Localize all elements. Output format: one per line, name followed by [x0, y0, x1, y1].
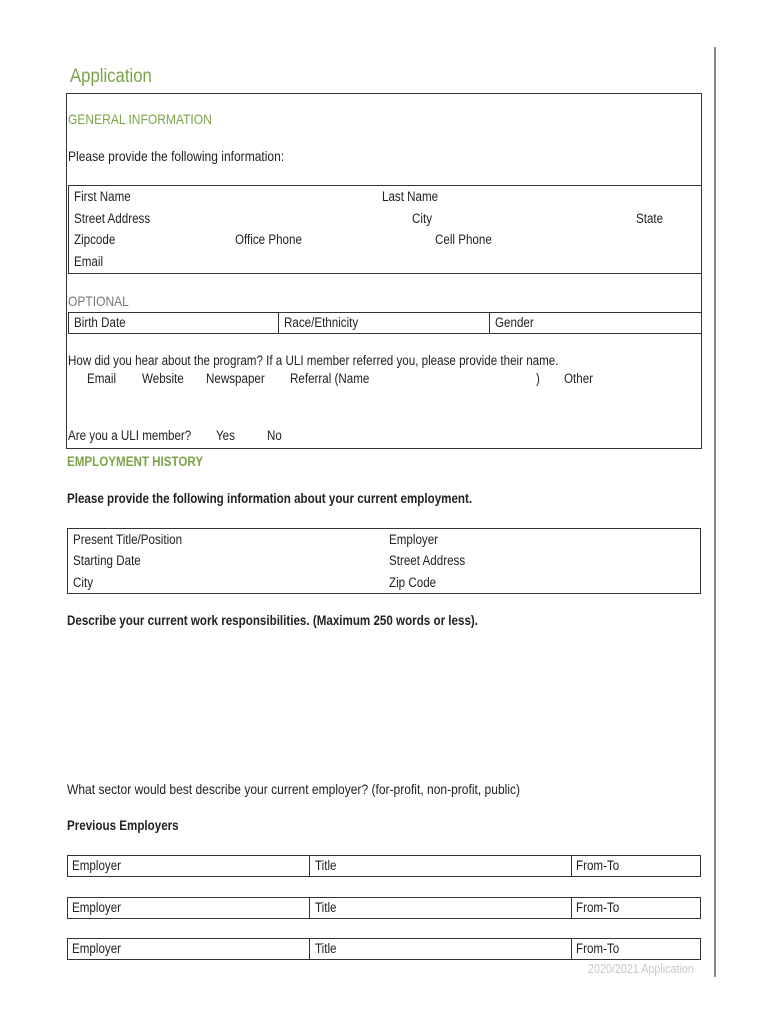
previous-title-field[interactable]: Title — [315, 858, 337, 873]
page-footer: 2020/2021 Application — [588, 962, 694, 976]
last-name-field[interactable]: Last Name — [382, 189, 439, 204]
office-phone-field[interactable]: Office Phone — [235, 232, 302, 247]
previous-employer-field[interactable]: Employer — [72, 858, 122, 873]
previous-from-to-field[interactable]: From-To — [576, 858, 620, 873]
optional-divider-1 — [278, 312, 279, 334]
first-name-field[interactable]: First Name — [74, 189, 131, 204]
state-field[interactable]: State — [636, 211, 664, 226]
sector-question: What sector would best describe your current employer? (for-profit, non-profit, public) — [67, 781, 521, 797]
page-title: Application — [70, 66, 152, 87]
general-info-prompt: Please provide the following information: — [68, 148, 285, 164]
employer-field[interactable]: Employer — [389, 532, 439, 547]
previous-from-to-field[interactable]: From-To — [576, 900, 620, 915]
employer-zip-code-field[interactable]: Zip Code — [389, 575, 437, 590]
employer-street-address-field[interactable]: Street Address — [389, 553, 466, 568]
starting-date-field[interactable]: Starting Date — [73, 553, 141, 568]
previous-employers-heading: Previous Employers — [67, 818, 179, 833]
gender-field[interactable]: Gender — [495, 315, 534, 330]
employer-city-field[interactable]: City — [73, 575, 93, 590]
employment-heading: EMPLOYMENT HISTORY — [67, 454, 204, 469]
cell-phone-field[interactable]: Cell Phone — [435, 232, 492, 247]
option-referral-close: ) — [536, 371, 540, 386]
option-referral[interactable]: Referral (Name — [290, 371, 370, 386]
optional-fields-box — [68, 312, 702, 334]
option-newspaper[interactable]: Newspaper — [206, 371, 265, 386]
general-info-heading: GENERAL INFORMATION — [68, 111, 212, 127]
row-divider — [309, 897, 310, 919]
page-margin-rule — [714, 47, 716, 977]
email-field[interactable]: Email — [74, 254, 104, 269]
previous-employer-field[interactable]: Employer — [72, 900, 122, 915]
option-email[interactable]: Email — [87, 371, 117, 386]
zipcode-field[interactable]: Zipcode — [74, 232, 116, 247]
street-address-field[interactable]: Street Address — [74, 211, 151, 226]
row-divider — [571, 938, 572, 960]
uli-member-no[interactable]: No — [267, 428, 282, 443]
uli-member-yes[interactable]: Yes — [216, 428, 235, 443]
employment-prompt: Please provide the following information about your current employment. — [67, 491, 473, 506]
previous-employer-field[interactable]: Employer — [72, 941, 122, 956]
responsibilities-text-area[interactable] — [67, 635, 701, 770]
birth-date-field[interactable]: Birth Date — [74, 315, 126, 330]
present-title-field[interactable]: Present Title/Position — [73, 532, 183, 547]
previous-title-field[interactable]: Title — [315, 941, 337, 956]
describe-responsibilities-prompt: Describe your current work responsibilities. (Maximum 250 words or less). — [67, 613, 478, 628]
race-ethnicity-field[interactable]: Race/Ethnicity — [284, 315, 359, 330]
option-website[interactable]: Website — [142, 371, 184, 386]
city-field[interactable]: City — [412, 211, 432, 226]
previous-from-to-field[interactable]: From-To — [576, 941, 620, 956]
uli-member-question: Are you a ULI member? — [68, 428, 192, 443]
row-divider — [571, 855, 572, 877]
optional-divider-2 — [489, 312, 490, 334]
optional-heading: OPTIONAL — [68, 293, 129, 309]
row-divider — [309, 855, 310, 877]
row-divider — [571, 897, 572, 919]
option-other[interactable]: Other — [564, 371, 594, 386]
hear-about-question: How did you hear about the program? If a ULI member referred you, please provide their name. — [68, 353, 559, 368]
row-divider — [309, 938, 310, 960]
previous-title-field[interactable]: Title — [315, 900, 337, 915]
